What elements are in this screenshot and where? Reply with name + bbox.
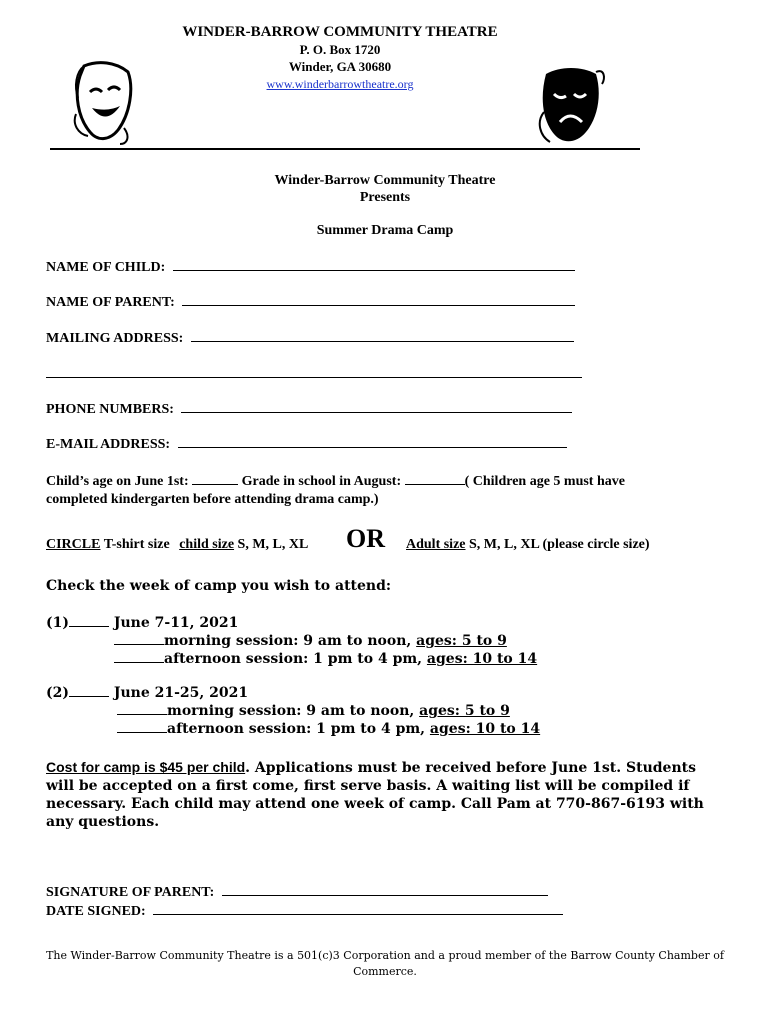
- mailing-address-field-line2[interactable]: [46, 377, 582, 378]
- week2-dates: June 21-25, 2021: [113, 685, 249, 701]
- parent-name-label: NAME OF PARENT:: [46, 295, 175, 310]
- parent-name-row: [46, 293, 575, 311]
- presents: Presents: [359, 190, 411, 205]
- age-note: ( Children age 5 must have: [464, 474, 625, 489]
- week2-checkbox[interactable]: [69, 684, 109, 697]
- week1-row: [46, 614, 238, 631]
- week2-morning-row: [117, 702, 510, 719]
- week1-morning-checkbox[interactable]: [114, 632, 164, 645]
- signature-block: [46, 883, 563, 921]
- child-name-field[interactable]: [173, 258, 575, 271]
- phone-row: [46, 400, 572, 418]
- signature-field[interactable]: [222, 883, 548, 896]
- week2-number: (2): [46, 685, 69, 701]
- week2-morning-checkbox[interactable]: [117, 702, 167, 715]
- circle-instruction: CIRCLE: [46, 537, 101, 552]
- week1-afternoon-row: [114, 650, 537, 667]
- week2-morning-label: morning session: 9 am to noon,: [167, 703, 415, 719]
- email-row: [46, 435, 567, 453]
- week2-morning-ages: ages: 5 to 9: [419, 703, 510, 719]
- phone-field[interactable]: [181, 400, 572, 413]
- or-separator: OR: [346, 524, 385, 553]
- age-note-cont: completed kindergarten before attending drama camp.): [46, 492, 379, 507]
- tshirt-adult-row: [406, 537, 650, 553]
- tshirt-child-row: [46, 537, 308, 553]
- week1-afternoon-ages: ages: 10 to 14: [426, 651, 538, 667]
- week1-morning-label: morning session: 9 am to noon,: [164, 633, 412, 649]
- intro-block: [150, 172, 620, 239]
- mailing-address-label: MAILING ADDRESS:: [46, 331, 184, 346]
- age-field[interactable]: [192, 472, 238, 485]
- header-divider: [50, 148, 640, 150]
- email-label: E-MAIL ADDRESS:: [46, 437, 171, 452]
- footer-note: The Winder-Barrow Community Theatre is a 501(c)3 Corporation and a proud member of the Barrow County Chamber of Commerce.: [46, 949, 724, 978]
- age-label: Child’s age on June 1st:: [46, 474, 189, 489]
- city-state-zip: Winder, GA 30680: [288, 59, 392, 74]
- week1-dates: June 7-11, 2021: [113, 615, 239, 631]
- org-name: WINDER-BARROW COMMUNITY THEATRE: [182, 24, 498, 40]
- week1-checkbox[interactable]: [69, 614, 109, 627]
- week-heading: Check the week of camp you wish to attend:: [46, 578, 392, 594]
- signature-label: SIGNATURE OF PARENT:: [46, 885, 215, 900]
- week2-afternoon-row: [117, 720, 540, 737]
- week2-afternoon-checkbox[interactable]: [117, 720, 167, 733]
- week1-afternoon-label: afternoon session: 1 pm to 4 pm,: [164, 651, 423, 667]
- week2-afternoon-label: afternoon session: 1 pm to 4 pm,: [167, 721, 426, 737]
- parent-name-field[interactable]: [182, 293, 575, 306]
- cost-paragraph: [46, 758, 726, 831]
- adult-size-label: Adult size: [406, 537, 466, 552]
- tshirt-size-label: T-shirt size: [103, 537, 170, 552]
- mailing-address-row: [46, 329, 574, 347]
- date-signed-field[interactable]: [153, 902, 563, 915]
- week1-morning-ages: ages: 5 to 9: [416, 633, 507, 649]
- week1-afternoon-checkbox[interactable]: [114, 650, 164, 663]
- grade-label: Grade in school in August:: [241, 474, 402, 489]
- comedy-mask-icon: [70, 58, 140, 146]
- presenter: Winder-Barrow Community Theatre: [274, 173, 496, 188]
- week1-morning-row: [114, 632, 507, 649]
- cost-price: Cost for camp is $45 per child: [46, 759, 246, 775]
- tragedy-mask-icon: [534, 64, 606, 146]
- child-name-label: NAME OF CHILD:: [46, 260, 166, 275]
- website-link[interactable]: www.winderbarrowtheatre.org: [266, 77, 414, 91]
- po-box: P. O. Box 1720: [299, 42, 381, 57]
- adult-size-options[interactable]: S, M, L, XL (please circle size): [469, 537, 650, 552]
- child-size-label: child size: [179, 537, 235, 552]
- age-grade-block: [46, 472, 625, 509]
- grade-field[interactable]: [405, 472, 465, 485]
- week2-row: [46, 684, 248, 701]
- program-title: Summer Drama Camp: [316, 223, 454, 238]
- email-field[interactable]: [178, 435, 567, 448]
- child-name-row: [46, 258, 575, 276]
- week2-afternoon-ages: ages: 10 to 14: [429, 721, 541, 737]
- date-signed-label: DATE SIGNED:: [46, 904, 146, 919]
- child-size-options[interactable]: S, M, L, XL: [237, 537, 309, 552]
- week1-number: (1): [46, 615, 69, 631]
- cost-details: . Applications must be received before June 1st. Students will be accepted on a first come, first serve basis. A waiting list will be compiled if necessary. Each child may attend one week of camp. Call Pam at 770-867-6193 with any questions.: [46, 760, 704, 830]
- phone-label: PHONE NUMBERS:: [46, 402, 174, 417]
- mailing-address-field[interactable]: [191, 329, 574, 342]
